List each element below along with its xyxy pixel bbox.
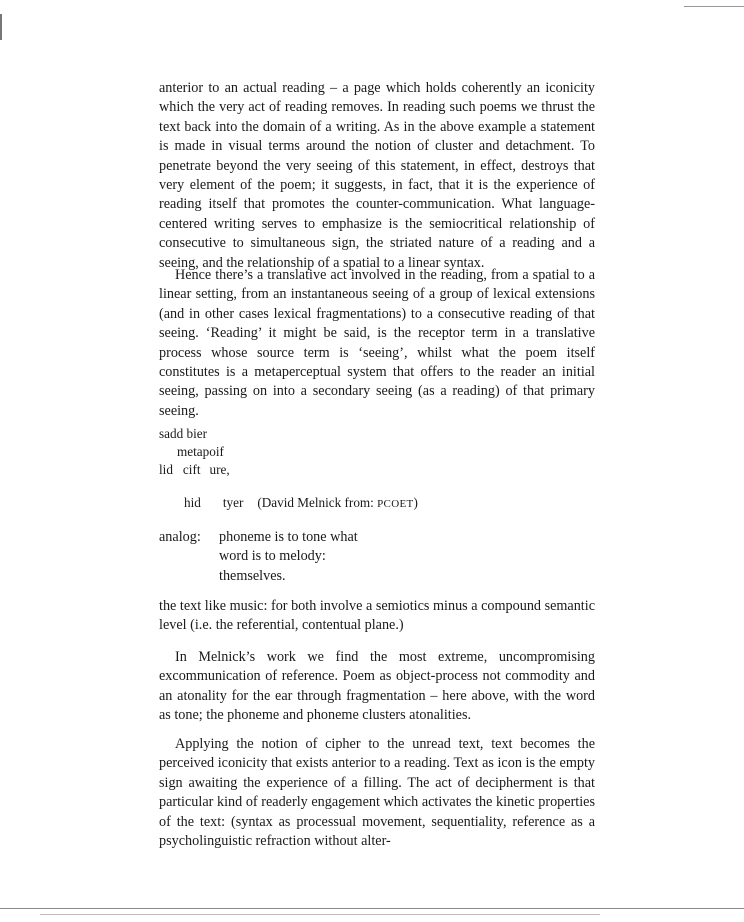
scan-edge-line (40, 914, 600, 915)
paragraph-text: Applying the notion of cipher to the unread text, text becomes the perceived iconicity that exists anterior to a reading. Text as icon is the empty sign awaiting the experience of a filling. The act of decipherment is that particular kind of readerly engagement which activates the kinetic properties of the text: (syntax as processual movement, sequentiality, reference as a psycholinguistic refraction without alter- (159, 736, 595, 850)
poem-word: tyer (222, 495, 244, 510)
analog-line: themselves. (219, 567, 286, 584)
poem-word: lid (159, 462, 173, 477)
poem-line-3 (159, 461, 230, 478)
analog-line: word is to melody: (219, 548, 326, 565)
poem-citation: (David Melnick from: PCOET) (257, 495, 418, 510)
paragraph-text: Hence there’s a translative act involved in the reading, from a spatial to a linear setting, from an instantaneous seeing of a group of lexical extensions (and in other cases lexical fragmentations) to a consecutive reading of that seeing. ‘Reading’ it might be said, is the receptor term in a translative process whose source term is ‘seeing’, whilst what the poem itself constitutes is a metaperceptual system that offers to the reader an initial seeing, passing on into a secondary seeing (as a reading) of that primary seeing. (159, 267, 595, 419)
poem-word: hid (184, 495, 201, 510)
poem-line-2: metapoif (177, 444, 224, 459)
paragraph-text: anterior to an actual reading – a page which holds coherently an iconicity which the very act of reading removes. In reading such poems we thrust the text back into the domain of a writing. As in the above example a statement is made in visual terms around the notion of cluster and detachment. To penetrate beyond the very seeing of this statement, in effect, destroys that very element of the poem; it suggests, in fact, that it is the experience of reading itself that promotes the counter-communication. What language-centered writing serves to emphasize is the semiocritical relationship of consecutive to simultaneous sign, the striated nature of a reading and a seeing, and the relationship of a spatial to a linear syntax. (159, 80, 595, 271)
scan-edge-mark (0, 14, 2, 40)
poem-word: ure, (209, 462, 230, 477)
paragraph-text: the text like music: for both involve a semiotics minus a compound semantic level (i.e. the referential, contentual plane.) (159, 598, 595, 634)
paragraph-4 (159, 648, 595, 726)
analog-lines (219, 528, 358, 586)
scan-edge-line (0, 908, 744, 909)
analog-line: phoneme is to tone what (219, 529, 358, 545)
analog-label: analog: (159, 529, 201, 545)
paragraph-3 (159, 597, 595, 636)
citation-source: PCOET (377, 498, 414, 510)
poem-line-4 (184, 494, 418, 513)
poem-line-1: sadd bier (159, 426, 207, 441)
paragraph-text: In Melnick’s work we find the most extreme, uncompromising excommunication of reference. Poem as object-process not commodity and an atonality for the ear through fragmentation – here above, with the word as tone; the phoneme and phoneme clusters atonalities. (159, 649, 595, 724)
paragraph-5 (159, 735, 595, 851)
paragraph-1 (159, 79, 595, 273)
poem-word: cift (182, 462, 201, 477)
paragraph-2 (159, 266, 595, 421)
scan-edge-mark (684, 6, 744, 7)
